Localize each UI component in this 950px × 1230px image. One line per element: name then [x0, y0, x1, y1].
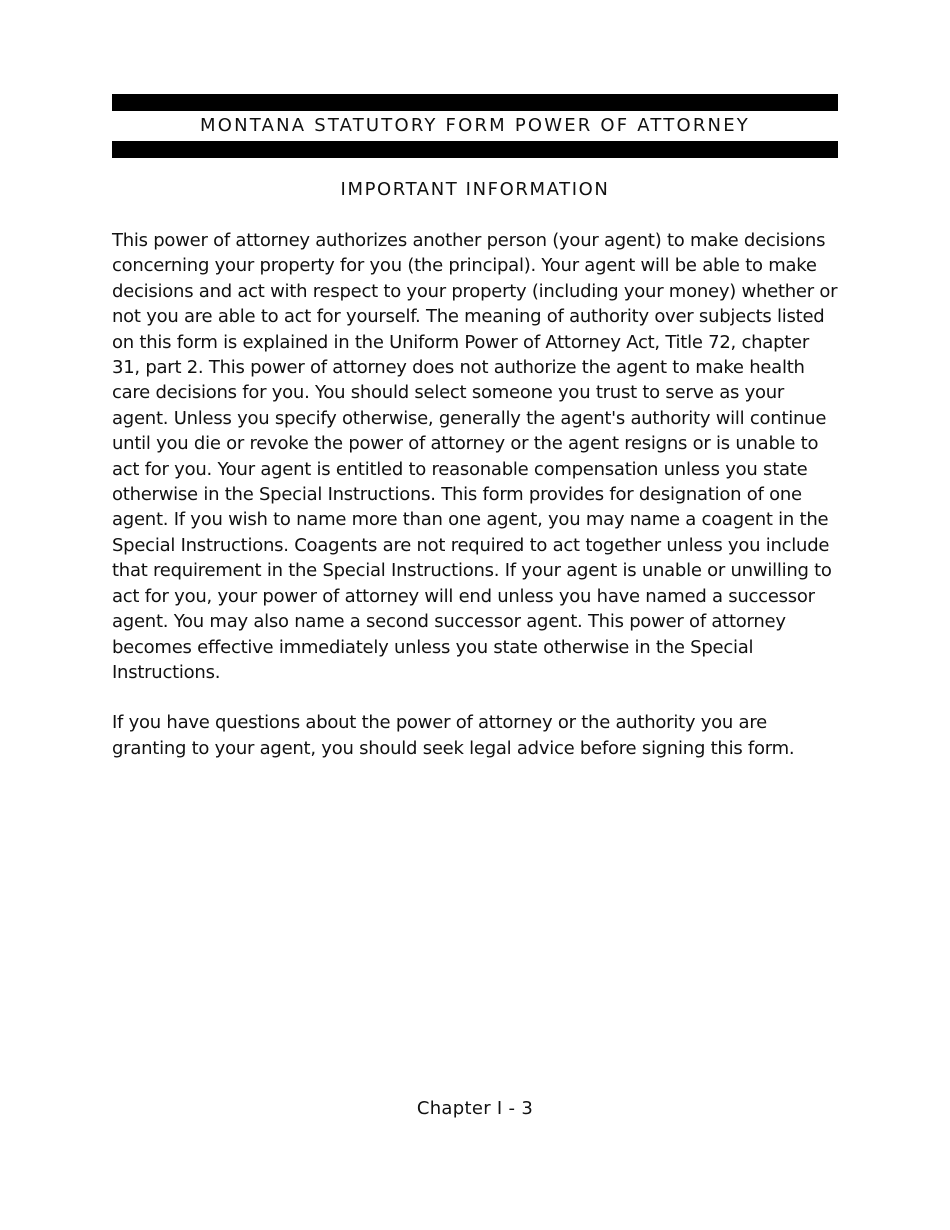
form-title: MONTANA STATUTORY FORM POWER OF ATTORNEY — [200, 115, 750, 136]
title-top-rule — [112, 94, 838, 111]
document-page — [112, 94, 838, 761]
body-paragraph: If you have questions about the power of attorney or the authority you are granting to your agent, you should seek legal advice before signing this form. — [112, 712, 795, 759]
page-footer: Chapter I - 3 — [416, 1098, 534, 1119]
title-bottom-rule — [112, 141, 838, 158]
section-heading: IMPORTANT INFORMATION — [340, 179, 610, 200]
body-paragraph: This power of attorney authorizes another person (your agent) to make decisions concerning your property for you (the principal). Your agent will be able to make decisions and act with respect to your property (including your money) whether or not you are able to act for yourself. The meaning of authority over subjects listed on this form is explained in the Uniform Power of Attorney Act, Title 72, chapter 31, part 2. This power of attorney does not authorize the agent to make health care decisions for you. You should select someone you trust to serve as your agent. Unless you specify otherwise, generally the agent's authority will continue until you die or revoke the power of attorney or the agent resigns or is unable to act for you. Your agent is entitled to reasonable compensation unless you state otherwise in the Special Instructions. This form provides for designation of one agent. If you wish to name more than one agent, you may name a coagent in the Special Instructions. Coagents are not required to act together unless you include that requirement in the Special Instructions. If your agent is unable or unwilling to act for you, your power of attorney will end unless you have named a successor agent. You may also name a second successor agent. This power of attorney becomes effective immediately unless you state otherwise in the Special Instructions. — [112, 230, 838, 683]
